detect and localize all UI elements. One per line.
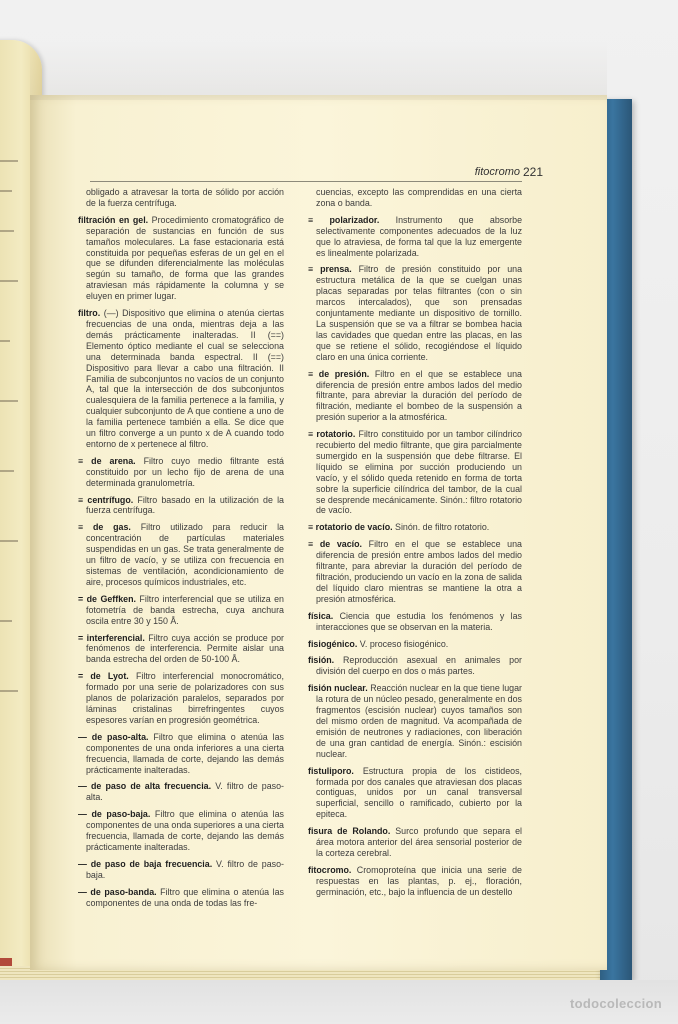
entry-headword: ≡ centrífugo. — [78, 494, 134, 505]
right-column — [308, 187, 522, 904]
entry-headword: fisión nuclear. — [308, 683, 368, 694]
entry-headword: ≡ de gas. — [78, 522, 131, 533]
dictionary-entry: — de paso-alta. Filtro que elimina o atenúa las componentes de una onda inferiores a una cierta frecuencia, llamada de corte, dejando las demás prácticamente inalteradas. — [78, 731, 284, 775]
dictionary-entry: = de Geffken. Filtro interferencial que se utiliza en fotometría de banda estrecha, cuya anchura oscila entre 30 y 150 Å. — [78, 593, 284, 626]
running-head: fitocromo — [474, 166, 520, 178]
entry-headword: — de paso-baja. — [78, 809, 151, 820]
dictionary-entry: cuencias, excepto las comprendidas en una cierta zona o banda. — [316, 187, 522, 208]
entry-headword: filtro. — [78, 308, 101, 319]
dictionary-entry: filtración en gel. Procedimiento cromatográfico de separación de sustancias en función de sus tamaños moleculares. La fase estacionaria está constituida por pequeñas esferas de un gel en el que se difunden diferencialmente las moléculas según su tamaño, de forma que las grandes atraviesan más rápidamente la columna y se eluyen en primer lugar. — [78, 214, 284, 302]
entry-headword: ≡ de presión. — [308, 368, 370, 379]
dictionary-entry: ≡ centrífugo. Filtro basado en la utilización de la fuerza centrífuga. — [78, 494, 284, 516]
entry-headword: ≡ rotatorio. — [308, 429, 356, 440]
entry-headword: fisión. — [308, 655, 335, 666]
entry-headword: ≡ de vacío. — [308, 539, 362, 550]
dictionary-entry: ≡ rotatorio. Filtro constituido por un tambor cilíndrico recubierto del medio filtrante, que gira parcialmente sumergido en la suspensión que debe filtrarse. El líquido se elimina por succión produciendo un vacío, y el sólido queda retenido en forma de torta sobre la superficie cilíndrica del tambor, de la cual se desprende mecánicamente. Sinón.: filtro rotatorio de vacío. — [308, 429, 522, 516]
page-number: 221 — [523, 165, 544, 179]
entry-headword: filtración en gel. — [78, 214, 149, 225]
entry-headword: — de paso de alta frecuencia. — [78, 781, 212, 792]
dictionary-entry: — de paso-baja. Filtro que elimina o atenúa las componentes de una onda superiores a una cierta frecuencia, llamada de corte, dejando las demás prácticamente inalteradas. — [78, 809, 284, 852]
entry-headword: fisiogénico. — [308, 638, 358, 649]
dictionary-entry: fistuliporo. Estructura propia de los cistideos, formada por dos canales que atraviesan dos placas contiguas, unidos por un canal transversal superficial, sencillo o ramificado, cubierto por la epiteca. — [308, 765, 522, 820]
dictionary-entry: = de Lyot. Filtro interferencial monocromático, formado por una serie de polarizadores con sus planos de polarización paralelos, separados por láminas cristalinas birrefringentes cuyos espesores varían en progresión geométrica. — [78, 671, 284, 725]
dictionary-entry: ≡ de arena. Filtro cuyo medio filtrante está constituido por un lecho fijo de arena de una determinada granulometría. — [78, 455, 284, 488]
entry-headword: = interferencial. — [78, 632, 145, 643]
dictionary-entry: obligado a atravesar la torta de sólido por acción de la fuerza centrífuga. — [86, 187, 284, 208]
entry-headword: — de paso-banda. — [78, 886, 157, 897]
entry-headword: = de Geffken. — [78, 593, 136, 604]
left-column — [78, 187, 284, 914]
entry-headword: ≡ rotatorio de vacío. — [308, 522, 393, 533]
dictionary-entry: — de paso de alta frecuencia. V. filtro de paso-alta. — [78, 781, 284, 803]
dictionary-entry: ≡ rotatorio de vacío. Sinón. de filtro rotatorio. — [308, 522, 490, 533]
entry-headword: = de Lyot. — [78, 671, 129, 682]
dictionary-entry: — de paso de baja frecuencia. V. filtro de paso-baja. — [78, 858, 284, 880]
dictionary-entry: — de paso-banda. Filtro que elimina o atenúa las componentes de una onda de todas las fre- — [78, 886, 284, 908]
entry-headword: ≡ prensa. — [308, 264, 352, 275]
entry-headword: — de paso-alta. — [78, 731, 149, 742]
entry-headword: — de paso de baja frecuencia. — [78, 858, 213, 869]
watermark: todocoleccion — [569, 996, 662, 1011]
dictionary-entry: ≡ de vacío. Filtro en el que se establece una diferencia de presión entre ambos lados del medio filtrante, para abreviar la duración del período de filtración, produciendo un vacío en la zona de salida del líquido claro mientras se mantiene la otra a presión atmosférica. — [308, 539, 522, 604]
entry-headword: física. — [308, 610, 334, 621]
dictionary-entry: filtro. (—) Dispositivo que elimina o atenúa ciertas frecuencias de una onda, mientras deja a las demás prácticamente inalteradas. II (==) Elemento óptico mediante el cual se selecciona una determinada banda espectral. II (==) Dispositivo para llevar a cabo una filtración. II Familia de subconjuntos no vacíos de un conjunto A, tal que la intersección de dos subconjuntos cualesquiera de la familia pertenece a la familia, y cualquier subconjunto de A que contiene a uno de la familia pertenece también a ella. Se dice que un filtro converge a un punto x de A cuando todo entorno de x pertenece al filtro. — [78, 308, 284, 449]
dictionary-entry: fisión nuclear. Reacción nuclear en la que tiene lugar la rotura de un núcleo pesado, generalmente en dos fragmentos (escisión nuclear) cuyos tamaños son del mismo orden de magnitud. Va acompañada de emisión de neutrones y radiaciones, con liberación de una gran cantidad de energía. Sinón.: escisión nuclear. — [308, 683, 522, 759]
entry-headword: fisura de Rolando. — [308, 826, 391, 837]
entry-headword: fitocromo. — [308, 864, 352, 875]
dictionary-entry: ≡ prensa. Filtro de presión constituido por una estructura metálica de la que se cuelgan unas placas separadas por telas filtrantes (con o sin marcos intercalados), que son prensadas conjuntamente mediante un dispositivo de tornillo. La suspensión que se va a filtrar se bombea hacia las cavidades que quedan entre las placas, en las que se retiene el sólido, recogiéndose el líquido claro en una única corriente. — [308, 264, 523, 362]
dictionary-entry: fitocromo. Cromoproteína que inicia una serie de respuestas en las plantas, p. ej., floración, germinación, etc., bajo la influencia de un destello — [308, 864, 522, 897]
entry-headword: ≡ de arena. — [78, 455, 136, 466]
page-shadow — [30, 40, 607, 100]
entry-headword: ≡ polarizador. — [308, 214, 380, 225]
entry-headword: fistuliporo. — [308, 765, 354, 776]
dictionary-entry: fisión. Reproducción asexual en animales por división del cuerpo en dos o más partes. — [308, 655, 522, 677]
dictionary-entry: fisura de Rolando. Surco profundo que separa el área motora anterior del área sensorial posterior de la corteza cerebral. — [308, 826, 522, 858]
dictionary-entry: ≡ de gas. Filtro utilizado para reducir la concentración de partículas materiales suspendidas en un gas. Se trata generalmente de un filtro de vacío, y se utiliza con frecuencia en sistemas de ventilación, acondicionamiento de aire, procesos químicos industriales, etc. — [78, 522, 284, 587]
header-rule — [90, 181, 522, 182]
dictionary-entry: fisiogénico. V. proceso fisiogénico. — [308, 638, 449, 649]
dictionary-entry: física. Ciencia que estudia los fenómenos y las interacciones que se observan en la materia. — [308, 610, 522, 632]
dictionary-entry: ≡ de presión. Filtro en el que se establece una diferencia de presión entre ambos lados del medio filtrante, para abreviar la duración del período de filtración, mediante el bombeo de la suspensión a presión superior a la atmosférica. — [308, 368, 522, 423]
dictionary-entry: = interferencial. Filtro cuya acción se produce por fenómenos de interferencia. Permite aislar una banda estrecha del orden de 50-100 Å. — [78, 632, 284, 665]
dictionary-entry: ≡ polarizador. Instrumento que absorbe selectivamente componentes adecuados de la luz que lo atraviesa, de forma tal que la luz emergente es linealmente polarizada. — [308, 214, 523, 258]
